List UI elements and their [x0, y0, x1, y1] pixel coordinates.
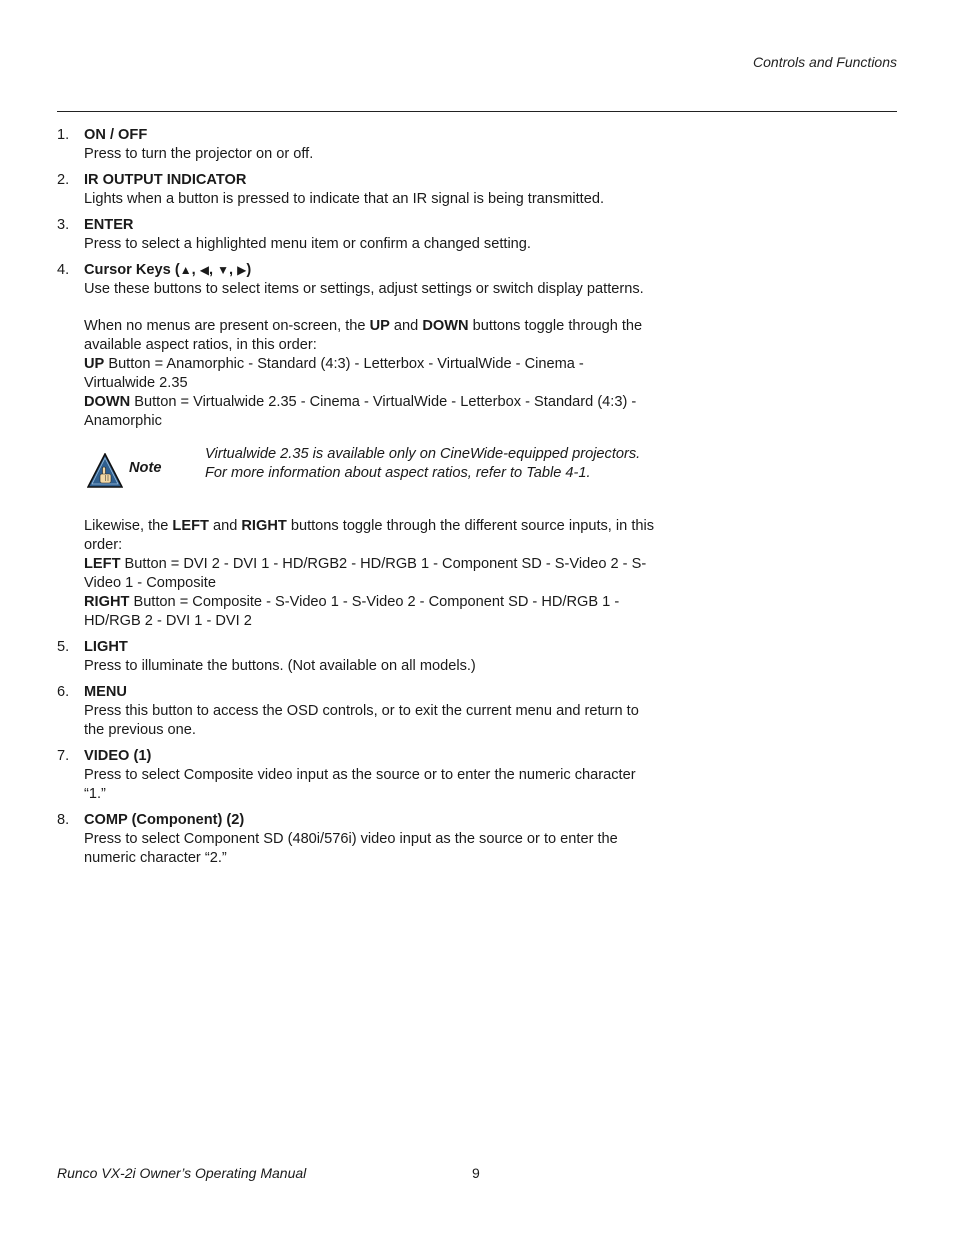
- note-line: For more information about aspect ratios, refer to Table 4-1.: [205, 465, 591, 481]
- item-title: ON / OFF: [84, 127, 148, 143]
- item-title: IR OUTPUT INDICATOR: [84, 172, 247, 188]
- left-sequence: LEFT Button = DVI 2 - DVI 1 - HD/RGB2 - HD/RGB 1 - Component SD - S-Video 2 - S-Video 1 - Composite: [84, 556, 647, 591]
- item-number: 1.: [57, 127, 70, 143]
- down-sequence: DOWN Button = Virtualwide 2.35 - Cinema - VirtualWide - Letterbox - Standard (4:3) - Anamorphic: [84, 394, 637, 429]
- controls-list: [57, 126, 657, 875]
- list-item-light: [57, 638, 657, 676]
- item-description: Press to select a highlighted menu item or confirm a changed setting.: [84, 236, 531, 252]
- list-item-video: [57, 747, 657, 804]
- item-number: 8.: [57, 812, 70, 828]
- note-label: Note: [129, 460, 162, 476]
- note-line: Virtualwide 2.35 is available only on CineWide-equipped projectors.: [205, 446, 641, 462]
- comma: ,: [208, 262, 214, 278]
- item-title: [84, 261, 657, 280]
- item-title: MENU: [84, 684, 127, 700]
- note-callout: [84, 443, 657, 503]
- footer-manual-title: Runco VX-2i Owner’s Operating Manual: [57, 1165, 307, 1181]
- item-description: Press to select Component SD (480i/576i) video input as the source or to enter the numeric character “2.”: [84, 831, 618, 866]
- item-number: 4.: [57, 262, 70, 278]
- title-suffix: ): [246, 262, 252, 278]
- note-text: [205, 445, 675, 483]
- up-sequence: UP Button = Anamorphic - Standard (4:3) - Letterbox - VirtualWide - Cinema - Virtualwide 2.35: [84, 356, 584, 391]
- list-item-enter: [57, 216, 657, 254]
- item-title: VIDEO (1): [84, 748, 152, 764]
- comma: ,: [228, 262, 234, 278]
- item-title: LIGHT: [84, 639, 128, 655]
- pointing-hand-warning-icon: [87, 453, 123, 489]
- list-item-cursor-keys: [57, 261, 657, 631]
- right-sequence: RIGHT Button = Composite - S-Video 1 - S-Video 2 - Component SD - HD/RGB 1 - HD/RGB 2 - DVI 1 - DVI 2: [84, 594, 620, 629]
- item-description: Press to illuminate the buttons. (Not available on all models.): [84, 658, 476, 674]
- list-item-comp: [57, 811, 657, 868]
- item-number: 6.: [57, 684, 70, 700]
- aspect-intro: When no menus are present on-screen, the UP and DOWN buttons toggle through the available aspect ratios, in this order:: [84, 318, 643, 353]
- item-number: 3.: [57, 217, 70, 233]
- item-description: Lights when a button is pressed to indicate that an IR signal is being transmitted.: [84, 191, 605, 207]
- item-number: 2.: [57, 172, 70, 188]
- item-number: 5.: [57, 639, 70, 655]
- item-number: 7.: [57, 748, 70, 764]
- list-item-ir-output: [57, 171, 657, 209]
- source-intro: Likewise, the LEFT and RIGHT buttons toggle through the different source inputs, in this order:: [84, 518, 655, 553]
- arrow-down-icon: ▼: [217, 263, 229, 277]
- item-description: Press to select Composite video input as the source or to enter the numeric character “1.”: [84, 767, 636, 802]
- arrow-up-icon: ▲: [179, 263, 192, 277]
- header-rule: [57, 111, 897, 112]
- running-header: Controls and Functions: [753, 54, 897, 70]
- item-description: Use these buttons to select items or settings, adjust settings or switch display patterns.: [84, 281, 644, 297]
- item-description: Press to turn the projector on or off.: [84, 146, 314, 162]
- list-item-on-off: [57, 126, 657, 164]
- item-description: Press this button to access the OSD controls, or to exit the current menu and return to the previous one.: [84, 703, 639, 738]
- title-prefix: Cursor Keys (: [84, 262, 180, 278]
- list-item-menu: [57, 683, 657, 740]
- page-number: 9: [472, 1165, 480, 1181]
- arrow-left-icon: ◀: [199, 263, 209, 277]
- arrow-right-icon: ▶: [237, 263, 247, 277]
- item-title: ENTER: [84, 217, 134, 233]
- comma: ,: [191, 262, 196, 278]
- item-title: COMP (Component) (2): [84, 812, 245, 828]
